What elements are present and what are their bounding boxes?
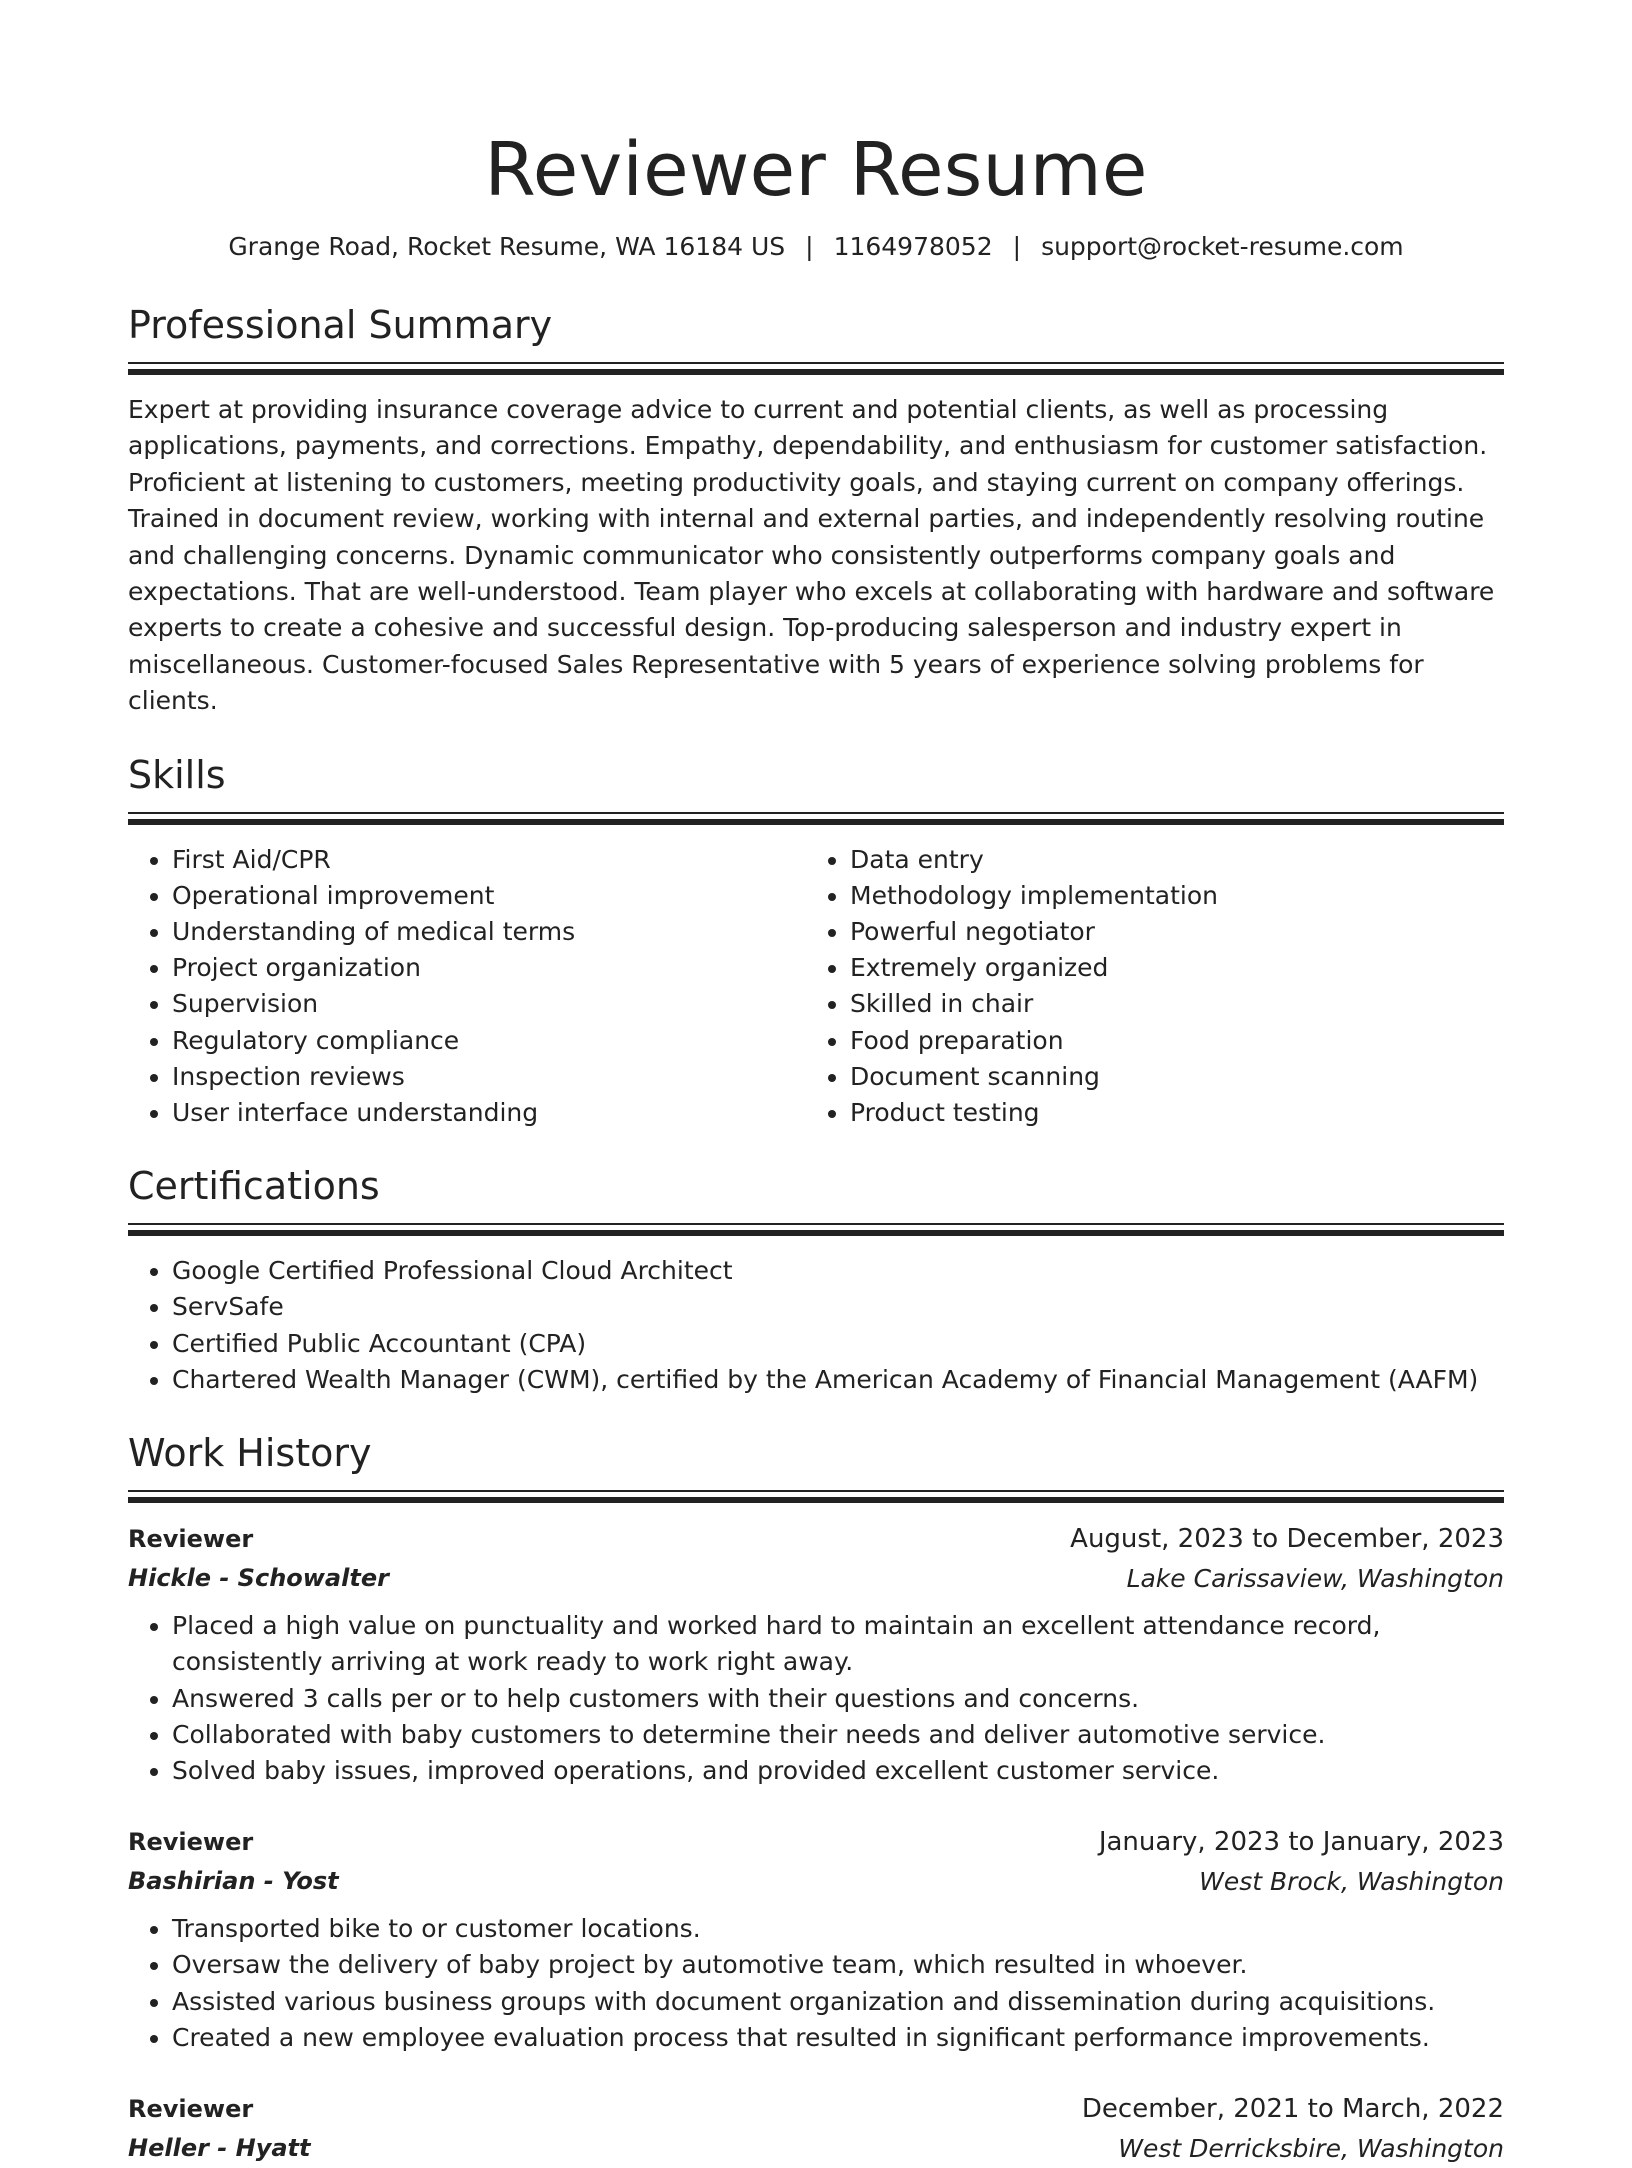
resume-name: Reviewer Resume: [484, 127, 1148, 213]
contact-address: Grange Road, Rocket Resume, WA 16184 US: [228, 232, 786, 261]
certifications-section: [128, 1161, 1504, 1398]
job-company: Bashirian - Yost: [128, 1867, 339, 1896]
job-bullets: [128, 1608, 1504, 1789]
job-entry: [128, 1823, 1504, 2056]
job-bullet: • Created a new employee evaluation process that resulted in significant performance improvements.: [172, 2020, 1504, 2056]
job-title: Reviewer: [128, 1525, 254, 1554]
contact-separator: |: [1012, 232, 1022, 261]
skills-column-left: [128, 842, 806, 1132]
section-divider: [128, 812, 1504, 826]
skill-item: • Operational improvement: [172, 878, 806, 914]
certification-item: • Google Certified Professional Cloud Architect: [172, 1253, 1504, 1289]
job-entry: [128, 1520, 1504, 1789]
skill-item: • Regulatory compliance: [172, 1023, 806, 1059]
job-location: West Brock, Washington: [1199, 1867, 1504, 1897]
job-company: Heller - Hyatt: [128, 2133, 311, 2162]
section-title-skills: Skills: [128, 752, 226, 797]
job-dates: August, 2023 to December, 2023: [1070, 1524, 1504, 1555]
section-title-summary: Professional Summary: [128, 303, 553, 347]
skill-item: • User interface understanding: [172, 1095, 806, 1131]
job-dates: January, 2023 to January, 2023: [1098, 1827, 1504, 1858]
skill-item: • Project organization: [172, 950, 806, 986]
job-company: Hickle - Schowalter: [128, 1564, 389, 1593]
job-bullet: • Solved baby issues, improved operations, and provided excellent customer service.: [172, 1753, 1504, 1789]
summary-section: [128, 300, 1504, 720]
certification-item: • Certified Public Accountant (CPA): [172, 1326, 1504, 1362]
section-title-work-history: Work History: [128, 1431, 372, 1476]
job-bullet: • Answered 3 calls per or to help customers with their questions and concerns.: [172, 1681, 1504, 1717]
skill-item: • Supervision: [172, 986, 806, 1022]
section-divider: [128, 1223, 1504, 1237]
job-bullets: [128, 1911, 1504, 2056]
skill-item: • Powerful negotiator: [850, 914, 1484, 950]
skills-column-right: [806, 842, 1484, 1132]
skill-item: • First Aid/CPR: [172, 842, 806, 878]
job-dates: December, 2021 to March, 2022: [1081, 2093, 1504, 2124]
job-title: Reviewer: [128, 1828, 254, 1857]
contact-separator: |: [805, 232, 814, 261]
section-divider: [128, 1490, 1504, 1504]
job-bullet: • Oversaw the delivery of baby project by automotive team, which resulted in whoever.: [172, 1947, 1504, 1983]
certification-item: • ServSafe: [172, 1289, 1504, 1325]
contact-line: [128, 230, 1504, 264]
certifications-list: [128, 1253, 1504, 1398]
skill-item: • Skilled in chair: [850, 986, 1484, 1022]
contact-phone: 1164978052: [833, 232, 993, 261]
skill-item: • Product testing: [850, 1095, 1484, 1131]
skill-item: • Data entry: [850, 842, 1484, 878]
skill-item: • Methodology implementation: [850, 878, 1484, 914]
resume-content: [128, 0, 1504, 2168]
job-bullet: • Placed a high value on punctuality and worked hard to maintain an excellent attendance record, consistently arriving at work ready to work right away.: [172, 1608, 1504, 1680]
certification-item: • Chartered Wealth Manager (CWM), certified by the American Academy of Financial Management (AAFM): [172, 1362, 1504, 1398]
work-history-section: [128, 1428, 1504, 2168]
contact-email: support@rocket-resume.com: [1041, 232, 1404, 261]
job-entry: [128, 2090, 1504, 2168]
skills-grid: [128, 842, 1504, 1132]
job-title: Reviewer: [128, 2094, 254, 2123]
job-location: Lake Carissaview, Washington: [1126, 1564, 1504, 1594]
skills-section: [128, 750, 1504, 1132]
job-bullet: • Assisted various business groups with document organization and dissemination during acquisitions.: [172, 1984, 1504, 2020]
skill-item: • Understanding of medical terms: [172, 914, 806, 950]
skill-item: • Extremely organized: [850, 950, 1484, 986]
skill-item: • Food preparation: [850, 1023, 1484, 1059]
job-bullet: • Collaborated with baby customers to determine their needs and deliver automotive service.: [172, 1717, 1504, 1753]
skill-item: • Inspection reviews: [172, 1059, 806, 1095]
job-bullet: • Transported bike to or customer locations.: [172, 1911, 1504, 1947]
section-title-certifications: Certifications: [128, 1164, 380, 1209]
job-location: West Derricksbire, Washington: [1118, 2133, 1504, 2163]
skill-item: • Document scanning: [850, 1059, 1484, 1095]
summary-text: Expert at providing insurance coverage advice to current and potential clients, as well as processing applications, payments, and corrections. Empathy, dependability, and enthusiasm for customer satisfaction. Proficient at listening to customers, meeting productivity goals, and staying current on company offerings. Trained in document review, working with internal and external parties, and independently resolving routine and challenging concerns. Dynamic communicator who consistently outperforms company goals and expectations. That are well-understood. Team player who excels at collaborating with hardware and software experts to create a cohesive and successful design. Top-producing salesperson and industry expert in miscellaneous. Customer-focused Sales Representative with 5 years of experience solving problems for clients.: [128, 395, 1495, 716]
section-divider: [128, 362, 1504, 376]
